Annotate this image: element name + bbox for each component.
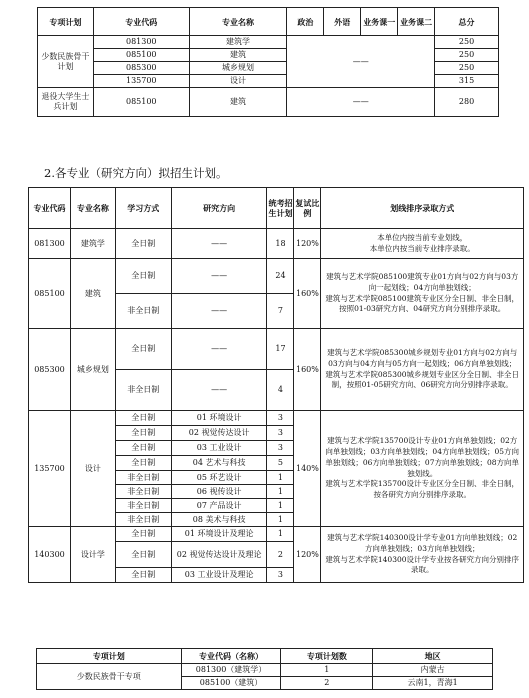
quota-cell: 3 <box>267 411 294 426</box>
direction-cell: —— <box>171 294 267 329</box>
header-major-code: 专业代码 <box>93 8 189 36</box>
quota-cell: 1 <box>267 499 294 513</box>
total-cell: 250 <box>435 49 499 62</box>
ratio-cell: 160% <box>294 259 321 329</box>
direction-cell: 02 视觉传达设计及理论 <box>171 542 267 568</box>
quota-cell: 1 <box>267 527 294 542</box>
count-cell: 1 <box>281 664 373 677</box>
quota-cell: 7 <box>267 294 294 329</box>
ratio-cell: 140% <box>294 411 321 527</box>
table-row <box>37 664 493 677</box>
study-mode-cell: 全日制 <box>115 229 171 259</box>
method-note: 本单位内按当前专业排序录取。 <box>369 243 475 253</box>
name-cell: 建筑学 <box>189 36 287 49</box>
header-total: 总分 <box>435 8 499 36</box>
study-mode-cell: 全日制 <box>115 456 171 471</box>
study-mode-cell: 全日制 <box>115 426 171 441</box>
plan-cell: 退役大学生士兵计划 <box>38 88 94 117</box>
quota-cell: 5 <box>267 456 294 471</box>
study-mode-cell: 非全日制 <box>115 471 171 485</box>
quota-cell: 3 <box>267 426 294 441</box>
dash-cell: —— <box>287 88 435 117</box>
study-mode-cell: 全日制 <box>115 329 171 370</box>
table-row <box>29 329 524 370</box>
quota-cell: 17 <box>267 329 294 370</box>
study-mode-cell: 全日制 <box>115 411 171 426</box>
direction-cell: 02 视觉传达设计 <box>171 426 267 441</box>
method-note: 建筑与艺术学院140300设计学专业01方向单独划线；02方向单独划线；03方向单独划线； <box>327 532 518 553</box>
study-mode-cell: 非全日制 <box>115 370 171 411</box>
direction-cell: 01 环境设计及理论 <box>171 527 267 542</box>
quota-cell: 1 <box>267 485 294 499</box>
code-cell: 081300 <box>93 36 189 49</box>
method-note: 建筑与艺术学院085100建筑专业01方向与02方向与03方向一起划线；04方向单独划线； <box>326 271 519 292</box>
code-name-cell: 081300（建筑学） <box>181 664 281 677</box>
direction-cell: —— <box>171 229 267 259</box>
special-plan-region-table <box>36 648 493 690</box>
header-major-name: 专业名称 <box>70 188 115 229</box>
quota-cell: 18 <box>267 229 294 259</box>
study-mode-cell: 非全日制 <box>115 294 171 329</box>
table-row <box>29 411 524 426</box>
code-cell: 085100 <box>93 49 189 62</box>
ratio-cell: 120% <box>294 229 321 259</box>
table-row <box>29 229 524 259</box>
major-code-cell: 135700 <box>29 411 71 527</box>
header-region: 地区 <box>373 649 493 664</box>
header-retest-ratio: 复试比例 <box>294 188 321 229</box>
direction-cell: 03 工业设计 <box>171 441 267 456</box>
table2-header-row <box>29 188 524 229</box>
major-name-cell: 建筑 <box>70 259 115 329</box>
study-mode-cell: 非全日制 <box>115 485 171 499</box>
header-politics: 政治 <box>287 8 324 36</box>
header-foreign-language: 外语 <box>324 8 361 36</box>
study-mode-cell: 非全日制 <box>115 499 171 513</box>
header-major-code: 专业代码 <box>29 188 71 229</box>
header-subject-one: 业务课一 <box>361 8 398 36</box>
direction-cell: —— <box>171 259 267 294</box>
region-cell: 云南1，青海1 <box>373 677 493 690</box>
direction-cell: 06 视传设计 <box>171 485 267 499</box>
direction-cell: —— <box>171 370 267 411</box>
study-mode-cell: 全日制 <box>115 568 171 583</box>
major-code-cell: 081300 <box>29 229 71 259</box>
header-study-mode: 学习方式 <box>115 188 171 229</box>
header-research-direction: 研究方向 <box>171 188 267 229</box>
direction-cell: —— <box>171 329 267 370</box>
header-quota: 统考招生计划 <box>267 188 294 229</box>
study-mode-cell: 非全日制 <box>115 513 171 527</box>
major-name-cell: 设计 <box>70 411 115 527</box>
table-row <box>29 259 524 294</box>
admission-method-cell <box>321 229 524 259</box>
quota-cell: 4 <box>267 370 294 411</box>
header-subject-two: 业务课二 <box>398 8 435 36</box>
name-cell: 建筑 <box>189 49 287 62</box>
method-note: 建筑与艺术学院085300城乡规划专业01方向与02方向与03方向与04方向与05方向一起划线；06方向单独划线； <box>327 347 518 368</box>
admission-method-cell <box>321 329 524 411</box>
section-heading: 2.各专业（研究方向）拟招生计划。 <box>44 166 228 180</box>
code-cell: 085300 <box>93 62 189 75</box>
quota-cell: 2 <box>267 542 294 568</box>
name-cell: 设计 <box>189 75 287 88</box>
table3-header-row <box>37 649 493 664</box>
major-name-cell: 城乡规划 <box>70 329 115 411</box>
header-major-name: 专业名称 <box>189 8 287 36</box>
table-row <box>38 36 499 49</box>
total-cell: 315 <box>435 75 499 88</box>
enrollment-plan-table <box>28 187 524 583</box>
header-special-plan: 专项计划 <box>38 8 94 36</box>
total-cell: 250 <box>435 36 499 49</box>
method-note: 建筑与艺术学院140300设计学专业按各研究方向分别排序录取。 <box>325 554 520 575</box>
name-cell: 建筑 <box>189 88 287 117</box>
direction-cell: 01 环境设计 <box>171 411 267 426</box>
study-mode-cell: 全日制 <box>115 259 171 294</box>
method-note: 本单位内按当前专业划线， <box>377 232 468 242</box>
study-mode-cell: 全日制 <box>115 542 171 568</box>
admission-method-cell <box>321 411 524 527</box>
direction-cell: 08 美术与科技 <box>171 513 267 527</box>
major-code-cell: 085300 <box>29 329 71 411</box>
direction-cell: 07 产品设计 <box>171 499 267 513</box>
admission-method-cell <box>321 527 524 583</box>
plan-cell: 少数民族骨干专项 <box>37 664 182 690</box>
major-code-cell: 140300 <box>29 527 71 583</box>
dash-cell: —— <box>287 36 435 88</box>
header-major-code-name: 专业代码（名称） <box>181 649 281 664</box>
study-mode-cell: 全日制 <box>115 441 171 456</box>
method-note: 建筑与艺术学院135700设计专业区分全日制、非全日制，按各研究方向分别排序录取。 <box>325 479 520 500</box>
ratio-cell: 120% <box>294 527 321 583</box>
quota-cell: 3 <box>267 568 294 583</box>
count-cell: 2 <box>281 677 373 690</box>
header-special-plan: 专项计划 <box>37 649 182 664</box>
direction-cell: 03 工业设计及理论 <box>171 568 267 583</box>
name-cell: 城乡规划 <box>189 62 287 75</box>
method-note: 建筑与艺术学院085100建筑专业区分全日制、非全日制，按照01-03研究方向、04研究方向分别排序录取。 <box>325 293 520 314</box>
ratio-cell: 160% <box>294 329 321 411</box>
direction-cell: 04 艺术与科技 <box>171 456 267 471</box>
header-admission-method: 划线排序录取方式 <box>321 188 524 229</box>
major-name-cell: 建筑学 <box>70 229 115 259</box>
direction-cell: 05 环艺设计 <box>171 471 267 485</box>
quota-cell: 24 <box>267 259 294 294</box>
plan-cell: 少数民族骨干计划 <box>38 36 94 88</box>
code-name-cell: 085100（建筑） <box>181 677 281 690</box>
total-cell: 250 <box>435 62 499 75</box>
admission-method-cell <box>321 259 524 329</box>
table1-header-row <box>38 8 499 36</box>
special-plan-score-table <box>37 7 499 117</box>
total-cell: 280 <box>435 88 499 117</box>
study-mode-cell: 全日制 <box>115 527 171 542</box>
code-cell: 085100 <box>93 88 189 117</box>
region-cell: 内蒙古 <box>373 664 493 677</box>
table-row <box>38 88 499 117</box>
quota-cell: 1 <box>267 471 294 485</box>
major-code-cell: 085100 <box>29 259 71 329</box>
code-cell: 135700 <box>93 75 189 88</box>
method-note: 建筑与艺术学院135700设计专业01方向单独划线；02方向单独划线；03方向单独划线；04方向单独划线；05方向单独划线；06方向单独划线；07方向单独划线；08方向单独划线。 <box>325 435 520 478</box>
method-note: 建筑与艺术学院085300城乡规划专业区分全日制、非全日制，按照01-05研究方向、06研究方向分别排序录取。 <box>325 369 520 390</box>
header-plan-count: 专项计划数 <box>281 649 373 664</box>
quota-cell: 3 <box>267 441 294 456</box>
quota-cell: 1 <box>267 513 294 527</box>
major-name-cell: 设计学 <box>70 527 115 583</box>
table-row <box>29 527 524 542</box>
